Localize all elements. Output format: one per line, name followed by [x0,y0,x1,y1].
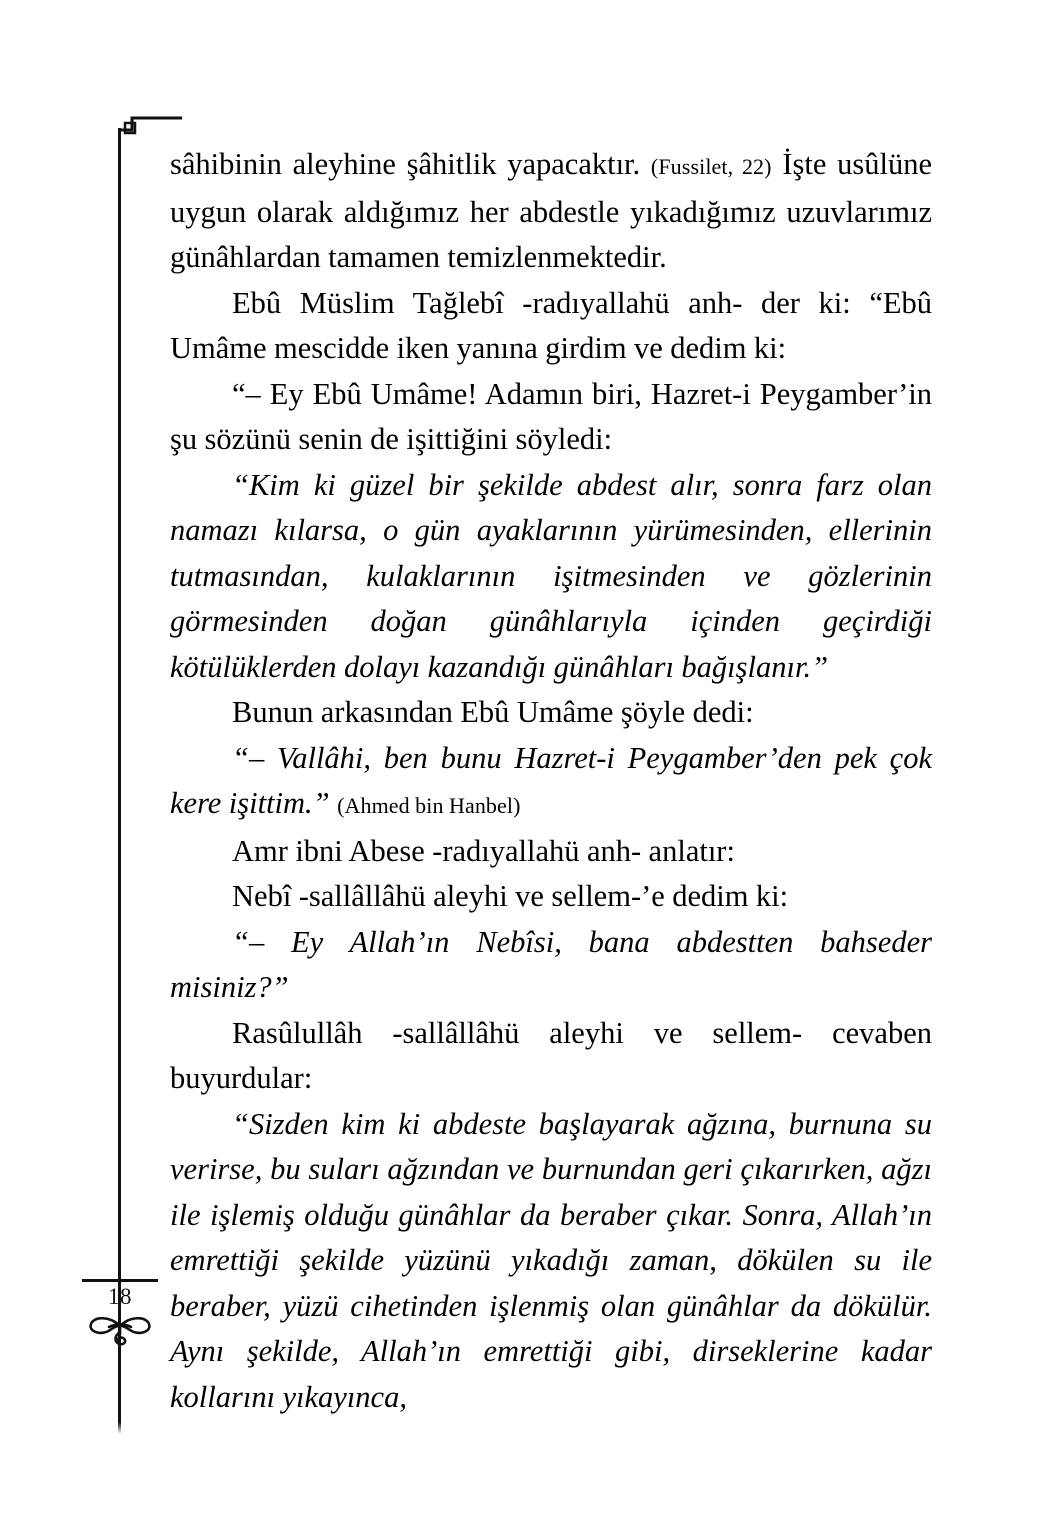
paragraph-bunun-arkasindan: Bunun arkasından Ebû Umâme şöyle dedi: [232,695,754,729]
quote-sizden-kim-ki: “Sizden kim ki abdeste başlayarak ağzına, burnuna su verirse, bu suları ağzından ve burnundan geri çıkarırken, ağzı ile işlemiş olduğu günâhlar da beraber çıkar. Sonra, Allah’ın emrettiği şekilde yüzünü yıkadığı zaman, dökülen su ile beraber, yüzü cihetinden işlenmiş olan günâhlar da dökülür. Aynı şekilde, Allah’ın emrettiği gibi, dirseklerine kadar kollarını yıkayınca, [170,1106,932,1414]
text-column [170,142,932,1420]
paragraph-nebi-dedim-ki: Nebî -sallâllâhü aleyhi ve sellem-’e dedim ki: [232,879,789,913]
paragraph-text-cont: İşte usûlüne uygun olarak aldığımız her abdestle yıkadığımız uzuvlarımız günâhlardan tamamen temizlenmektedir. [170,147,933,274]
paragraph-amr-ibni-abese: Amr ibni Abese -radıyallahü anh- anlatır: [232,833,735,868]
margin-vertical-rule [118,128,121,1422]
paragraph-text: sâhibinin aleyhine şâhitlik yapacaktır. [170,147,651,181]
quote-ey-allahin-nebisi: “– Ey Allah’ın Nebîsi, bana abdestten bahseder misiniz?” [170,924,932,1004]
quote-vallahi [170,736,932,829]
paragraph-ey-ebu-umame: “– Ey Ebû Umâme! Adamın biri, Hazret-i Peygamber’in şu sözünü senin de işittiğini söyledi: [170,376,932,456]
paragraph-rasulullah-cevaben: Rasûlullâh -sallâllâhü aleyhi ve sellem- cevaben buyurdular: [170,1015,932,1095]
paragraph-ebu-muslim: Ebû Müslim Tağlebî -radıyallahü anh- der ki: “Ebû Umâme mescidde iken yanına girdim ve dedim ki: [170,285,932,365]
paragraph-fussilet [170,142,932,281]
quote-text: “– Vallâhi, ben bunu Hazret-i Peygamber’den pek çok kere işittim.” [170,740,932,820]
page-number: 18 [108,1284,132,1309]
folio-rule [82,1279,158,1282]
flourish-ornament-icon [84,1310,156,1356]
source-citation: (Fussilet, 22) [650,154,772,179]
quote-kim-ki-guzel: “Kim ki güzel bir şekilde abdest alır, sonra farz olan namazı kılarsa, o gün ayaklarının yürümesinden, ellerinin tutmasından, kulaklarının işitmesinden ve gözlerinin görmesinden doğan günâhlarıyla içinden geçirdiği kötülüklerden dolayı kazandığı günâhları bağışlanır.” [170,467,932,684]
source-citation: (Ahmed bin Hanbel) [337,793,521,818]
